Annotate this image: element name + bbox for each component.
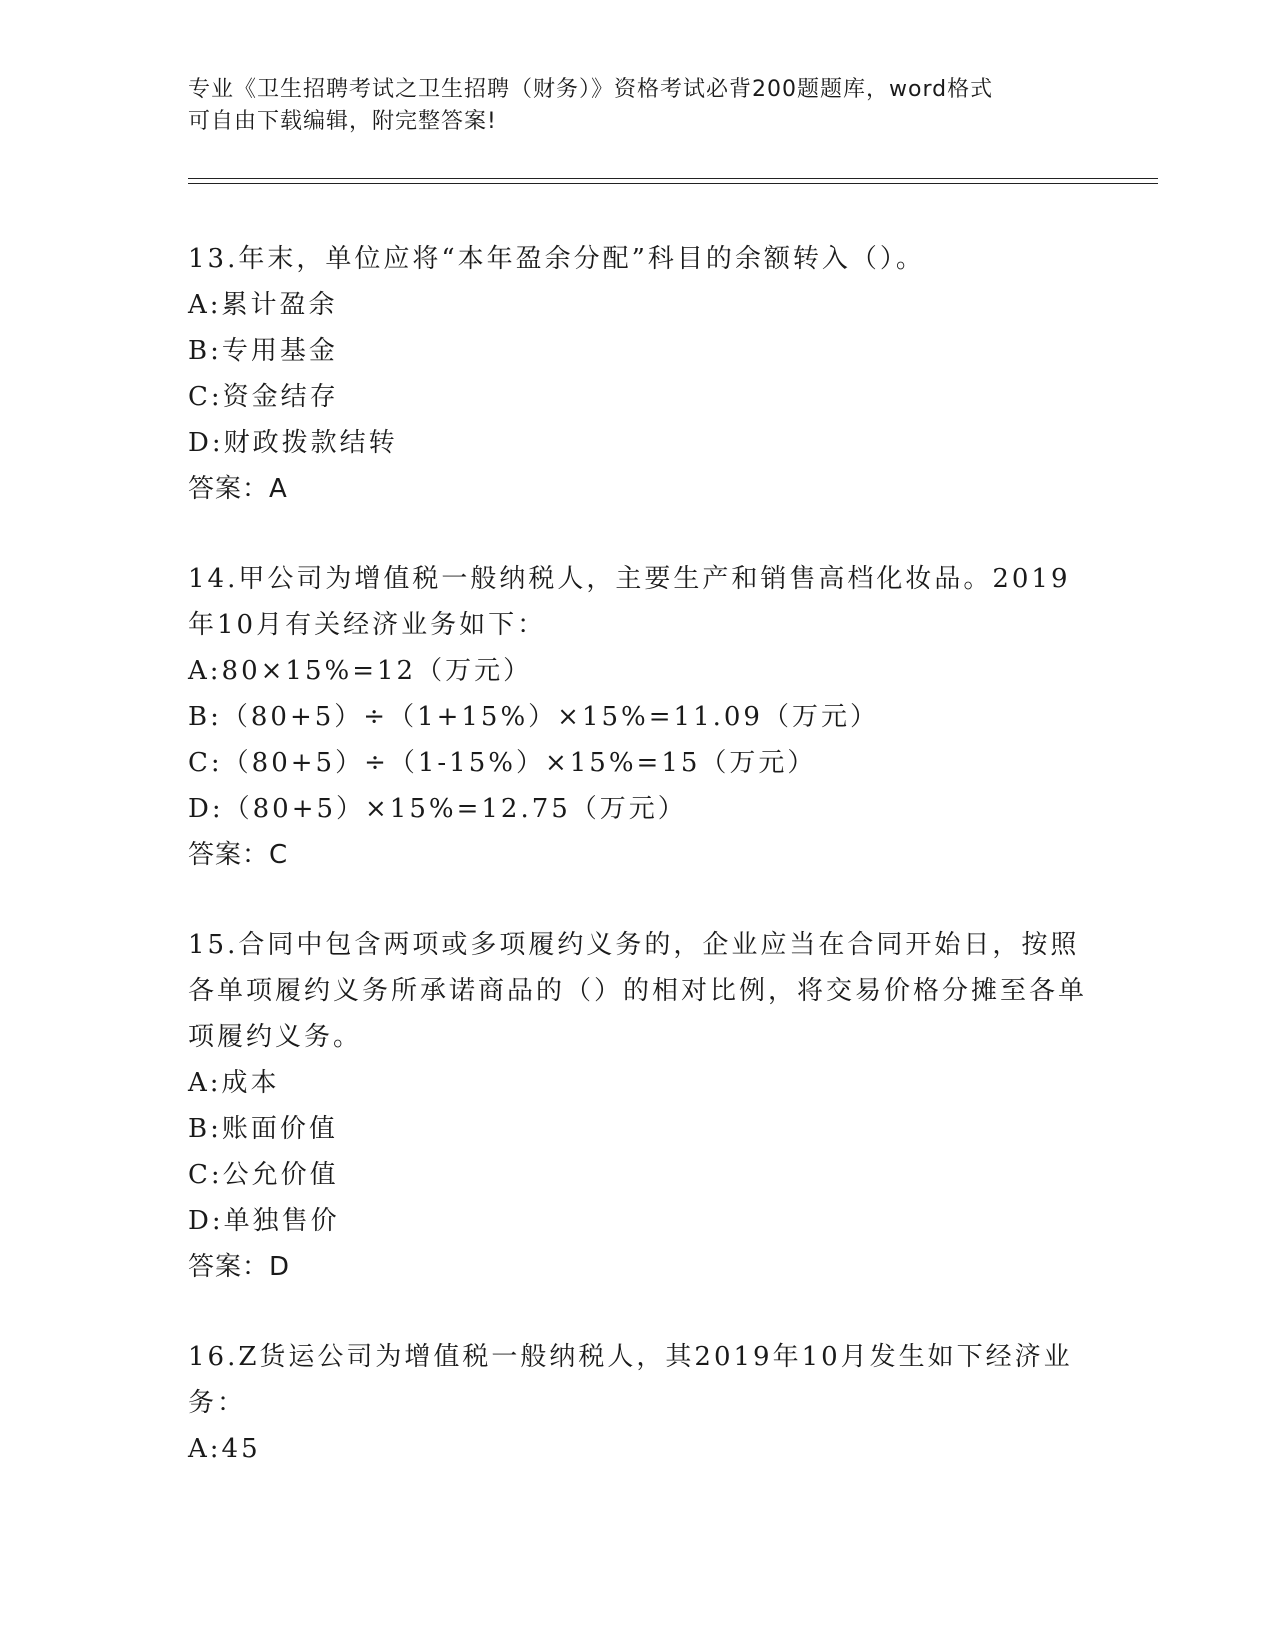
header-line-2: 可自由下载编辑，附完整答案! (188, 109, 497, 134)
question-15 (188, 922, 1088, 1290)
question-14 (188, 556, 1088, 878)
option-d: D:单独售价 (188, 1206, 340, 1236)
option-b: B:专用基金 (188, 336, 338, 366)
document-header (188, 74, 1088, 138)
option-b: B:（80+5）÷（1+15%）×15%=11.09（万元） (188, 702, 879, 732)
header-divider-bottom (188, 183, 1158, 184)
header-divider-top (188, 178, 1158, 179)
question-stem: 13.年末，单位应将“本年盈余分配”科目的余额转入（）。 (188, 244, 925, 274)
question-stem: 16.Z货运公司为增值税一般纳税人，其2019年10月发生如下经济业务： (188, 1342, 1073, 1418)
option-a: A:成本 (188, 1068, 280, 1098)
option-c: C:（80+5）÷（1-15%）×15%=15（万元） (188, 748, 817, 778)
option-d: D:（80+5）×15%=12.75（万元） (188, 794, 687, 824)
answer-line: 答案：C (188, 840, 289, 870)
option-c: C:公允价值 (188, 1160, 339, 1190)
option-c: C:资金结存 (188, 382, 339, 412)
question-list (188, 236, 1088, 1516)
option-a: A:45 (188, 1434, 261, 1464)
option-d: D:财政拨款结转 (188, 428, 398, 458)
option-a: A:累计盈余 (188, 290, 338, 320)
option-b: B:账面价值 (188, 1114, 338, 1144)
answer-line: 答案：A (188, 474, 288, 504)
question-stem: 14.甲公司为增值税一般纳税人，主要生产和销售高档化妆品。2019年10月有关经济业务如下： (188, 564, 1071, 640)
header-line-1: 专业《卫生招聘考试之卫生招聘（财务）》资格考试必背200题题库，word格式 (188, 77, 994, 102)
question-16 (188, 1334, 1088, 1472)
question-13 (188, 236, 1088, 512)
answer-line: 答案：D (188, 1252, 291, 1282)
question-stem: 15.合同中包含两项或多项履约义务的，企业应当在合同开始日，按照各单项履约义务所承诺商品的（）的相对比例，将交易价格分摊至各单项履约义务。 (188, 930, 1088, 1052)
option-a: A:80×15%=12（万元） (188, 656, 533, 686)
